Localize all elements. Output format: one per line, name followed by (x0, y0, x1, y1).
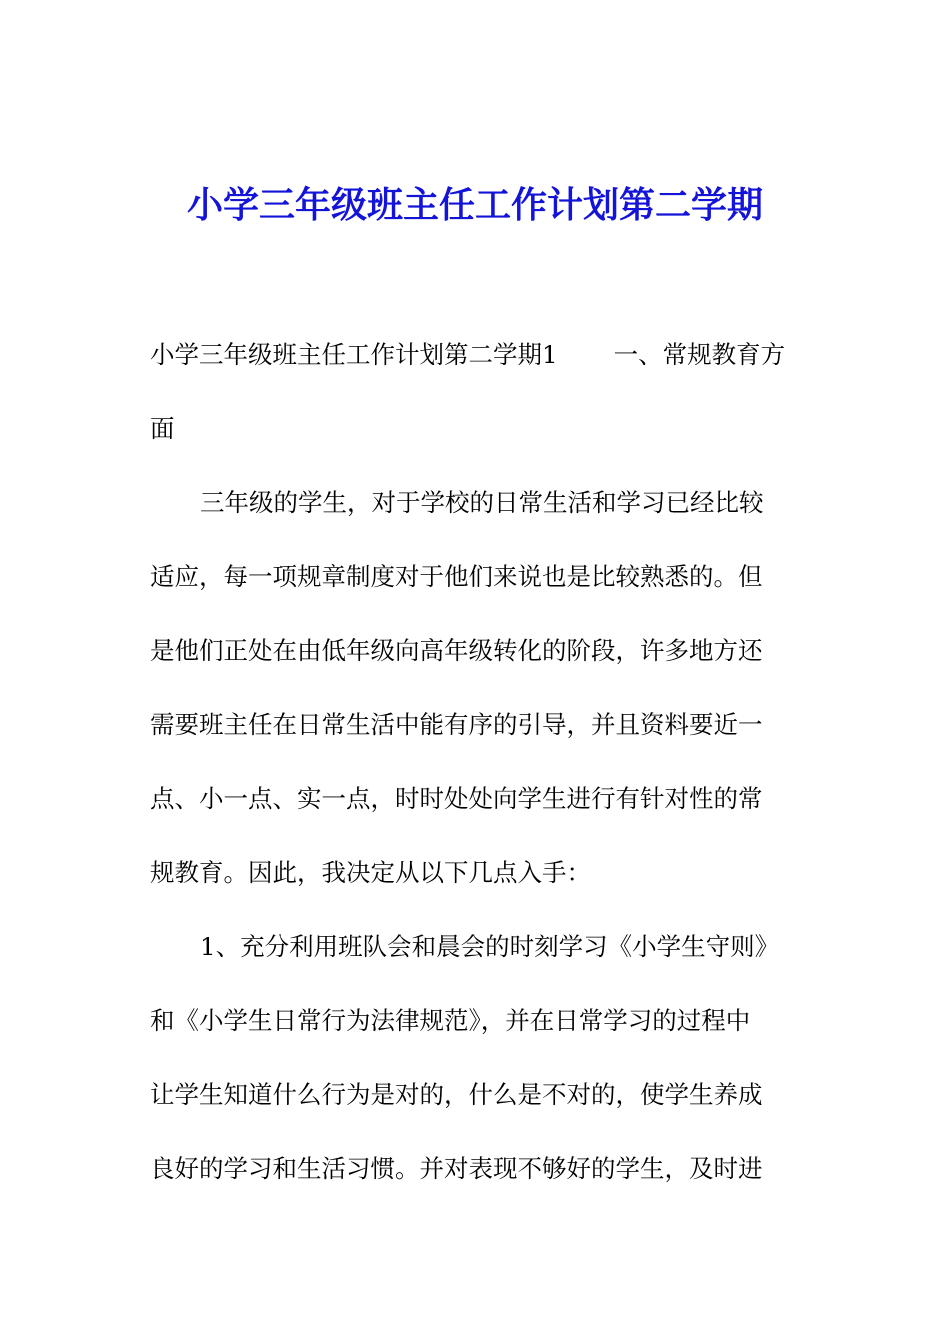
paragraph-1-line-2: 适应，每一项规章制度对于他们来说也是比较熟悉的。但 (150, 562, 763, 591)
section-heading-line-2: 面 (150, 414, 175, 443)
section-heading-line-1-left: 小学三年级班主任工作计划第二学期1 (150, 340, 558, 369)
paragraph-2-line-1 (150, 910, 815, 984)
paragraph-2 (150, 910, 815, 1206)
paragraph-1-line-4: 需要班主任在日常生活中能有序的引导，并且资料要近一 (150, 710, 763, 739)
paragraph-2-line-1-text: 1、充分利用班队会和晨会的时刻学习《小学生守则》 (200, 932, 780, 961)
paragraph-2-line-3: 让学生知道什么行为是对的，什么是不对的，使学生养成 (150, 1080, 763, 1109)
paragraph-1-line-3: 是他们正处在由低年级向高年级转化的阶段，许多地方还 (150, 636, 763, 665)
section-heading-line-1 (150, 318, 815, 392)
document-title: 小学三年级班主任工作计划第二学期 (186, 184, 763, 226)
section-heading-line-1-right: 一、常规教育方 (613, 340, 786, 369)
paragraph-1-line-1 (150, 466, 815, 540)
paragraph-1-line-5: 点、小一点、实一点，时时处处向学生进行有针对性的常 (150, 784, 763, 813)
paragraph-2-line-4: 良好的学习和生活习惯。并对表现不够好的学生，及时进 (150, 1154, 763, 1183)
paragraph-1-line-1-text: 三年级的学生，对于学校的日常生活和学习已经比较 (200, 488, 764, 517)
section-heading (150, 318, 815, 466)
paragraph-2-line-2: 和《小学生日常行为法律规范》，并在日常学习的过程中 (150, 1006, 751, 1035)
paragraph-1 (150, 466, 815, 910)
paragraph-1-line-6: 规教育。因此，我决定从以下几点入手： (150, 858, 591, 887)
